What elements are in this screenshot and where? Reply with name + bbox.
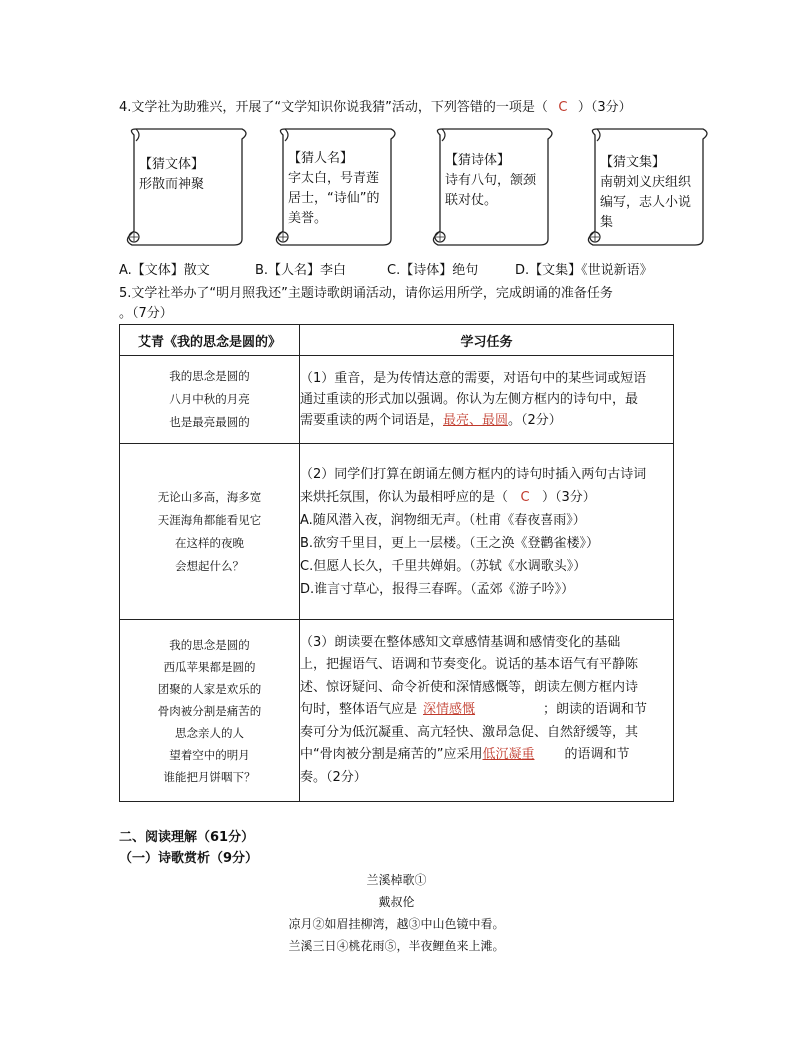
task-line	[300, 744, 673, 767]
poem-line: 我的思念是圆的	[169, 369, 250, 383]
task-line	[300, 486, 673, 509]
scroll-name	[271, 127, 399, 242]
poem-excerpt-2	[120, 444, 300, 620]
poem-excerpt-3	[120, 620, 300, 802]
task-line: （1）重音，是为传情达意的需要，对语句中的某些词或短语	[300, 371, 647, 386]
option-b: B.欲穷千里目，更上一层楼。（王之涣《登鹳雀楼》）	[300, 535, 600, 551]
answer-tone: 深情感慨	[423, 702, 476, 718]
q4-choice-b: B.【人名】李白	[255, 263, 347, 278]
task-text: 中“骨肉被分割是痛苦的”应采用	[300, 747, 483, 763]
q4-choices	[119, 259, 653, 278]
subsection-title: （一）诗歌赏析（9分）	[119, 851, 259, 866]
task-line	[300, 699, 673, 722]
q4-stem-score: ）（3分）	[577, 100, 632, 115]
task-line: （3）朗读要在整体感知文章感情基调和感情变化的基础	[300, 634, 621, 650]
header-poem: 艾青《我的思念是圆的》	[120, 325, 300, 356]
scroll-poem-form	[428, 127, 556, 242]
scroll-genre	[122, 127, 250, 242]
scroll-poem-form-heading: 【猜诗体】	[445, 153, 511, 168]
poem-line: 望着空中的明月	[169, 747, 250, 762]
scroll-genre-heading: 【猜文体】	[139, 157, 205, 172]
poem-title: 兰溪棹歌①	[366, 873, 427, 887]
scroll-name-heading: 【猜人名】	[288, 151, 354, 166]
poem-line: 会想起什么？	[175, 558, 244, 573]
poem-line: 在这样的夜晚	[175, 535, 244, 550]
q5-stem-score: 。（7分）	[119, 306, 173, 321]
table-header-row	[120, 325, 674, 356]
poem-line-2: 兰溪三日④桃花雨⑤，半夜鲤鱼来上滩。	[288, 939, 505, 953]
q4-answer: C	[558, 100, 568, 115]
task-text: ；朗读的语调和节	[543, 702, 648, 718]
task-score: 奏。（2分）	[300, 769, 367, 785]
poem-line: 骨肉被分割是痛苦的	[157, 703, 262, 718]
poem-line: 八月中秋的月亮	[169, 392, 250, 406]
task-line: 奏可分为低沉凝重、高亢轻快、激昂急促、自然舒缓等，其	[300, 724, 639, 740]
q4-choice-a: A.【文体】散文	[119, 263, 210, 278]
option-c: C.但愿人长久，千里共婵娟。（苏轼《水调歌头》）	[300, 558, 587, 574]
task-1	[300, 356, 674, 444]
scroll-genre-body: 形散而神聚	[139, 177, 205, 192]
task-line: （2）同学们打算在朗诵左侧方框内的诗句时插入两句古诗词	[300, 466, 647, 482]
poem-author: 戴叔伦	[378, 895, 415, 909]
poem-line: 谁能把月饼咽下？	[163, 769, 256, 784]
task-line: 述、惊讶疑问、命令祈使和深情感慨等，朗读左侧方框内诗	[300, 679, 639, 695]
table-row	[120, 444, 674, 620]
scroll-poem-form-body: 诗有八句，颔颈联对仗。	[445, 173, 537, 208]
poem-excerpt-1	[120, 356, 300, 444]
q4-choice-d: D.【文集】《世说新语》	[515, 263, 653, 278]
scroll-name-body: 字太白，号青莲居士，“诗仙”的美誉。	[288, 171, 380, 226]
task-line	[300, 410, 673, 431]
task-line: 通过重读的形式加以强调。你认为左侧方框内的诗句中，最	[300, 392, 639, 407]
scroll-collection-heading: 【猜文集】	[600, 155, 666, 170]
poem-line: 思念亲人的人	[175, 725, 244, 740]
table-row	[120, 356, 674, 444]
answer-poem-choice: C	[520, 489, 530, 505]
answer-intonation: 低沉凝重	[482, 747, 535, 763]
table-row	[120, 620, 674, 802]
poem-line: 天涯海角都能看见它	[157, 512, 262, 527]
option-a: A.随风潜入夜，润物细无声。（杜甫《春夜喜雨》）	[300, 512, 586, 528]
task-2	[300, 444, 674, 620]
task-score: 。（2分）	[508, 413, 562, 428]
task-text: 需要重读的两个词语是，	[300, 413, 444, 428]
task-text: 的语调和节	[564, 747, 630, 763]
poem-line: 我的思念是圆的	[169, 637, 250, 652]
header-task: 学习任务	[300, 325, 674, 356]
task-score: ）（3分）	[542, 489, 596, 505]
poem-line-1: 凉月②如眉挂柳湾，越③中山色镜中看。	[288, 917, 505, 931]
answer-stress-words: 最亮、最圆	[443, 413, 509, 428]
q4-stem-text: 4.文学社为助雅兴，开展了“文学知识你说我猜”活动，下列答错的一项是（	[119, 100, 548, 115]
task-line: 上，把握语气、语调和节奏变化。说话的基本语气有平静陈	[300, 657, 639, 673]
q4-stem	[119, 96, 632, 115]
scroll-collection	[583, 127, 711, 242]
poem-line: 西瓜苹果都是圆的	[163, 659, 256, 674]
poem-line: 也是最亮最圆的	[169, 415, 250, 429]
option-d: D.谁言寸草心，报得三春晖。（孟郊《游子吟》）	[300, 581, 575, 597]
q5-stem: 5.文学社举办了“明月照我还”主题诗歌朗诵活动，请你运用所学，完成朗诵的准备任务	[119, 286, 613, 301]
poem-line: 团聚的人家是欢乐的	[157, 681, 262, 696]
task-text: 来烘托氛围，你认为最相呼应的是（	[300, 489, 509, 505]
task-text: 句时，整体语气应是	[300, 702, 418, 718]
scroll-collection-body: 南朝刘义庆组织编写，志人小说集	[600, 175, 692, 230]
q5-table	[119, 324, 674, 802]
poem-line: 无论山多高，海多宽	[157, 489, 262, 504]
q4-choice-c: C.【诗体】绝句	[387, 263, 479, 278]
task-3	[300, 620, 674, 802]
section-title: 二、阅读理解（61分）	[119, 830, 255, 845]
